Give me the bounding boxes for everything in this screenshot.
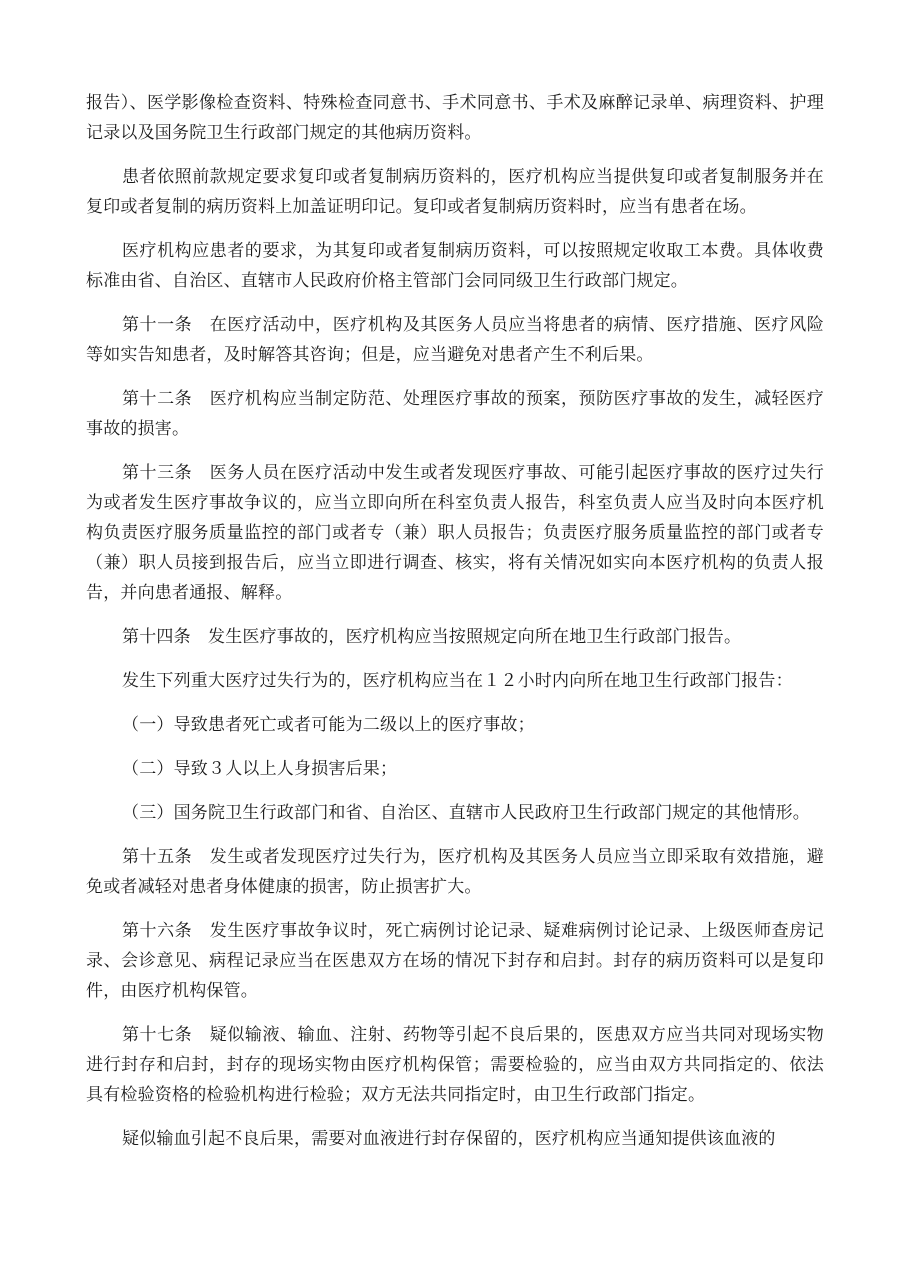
list-item-1: （一）导致患者死亡或者可能为二级以上的医疗事故； xyxy=(122,715,535,735)
article-11: 第十一条 在医疗活动中，医疗机构及其医务人员应当将患者的病情、医疗措施、医疗风险等如实告知患者，及时解答其咨询；但是，应当避免对患者产生不利后果。 xyxy=(86,315,824,365)
list-item-2: （二）导致３人以上人身损害后果； xyxy=(122,759,398,779)
article-12: 第十二条 医疗机构应当制定防范、处理医疗事故的预案，预防医疗事故的发生，减轻医疗事故的损害。 xyxy=(86,389,824,439)
article-15: 第十五条 发生或者发现医疗过失行为，医疗机构及其医务人员应当立即采取有效措施，避免或者减轻对患者身体健康的损害，防止损害扩大。 xyxy=(86,847,824,897)
paragraph-copy-service: 患者依照前款规定要求复印或者复制病历资料的，医疗机构应当提供复印或者复制服务并在复印或者复制的病历资料上加盖证明印记。复印或者复制病历资料时，应当有患者在场。 xyxy=(86,167,824,217)
paragraph-continuation: 报告）、医学影像检查资料、特殊检查同意书、手术同意书、手术及麻醉记录单、病理资料、护理记录以及国务院卫生行政部门规定的其他病历资料。 xyxy=(86,93,824,143)
paragraph-major-negligence: 发生下列重大医疗过失行为的，医疗机构应当在１２小时内向所在地卫生行政部门报告： xyxy=(122,671,793,691)
article-16: 第十六条 发生医疗事故争议时，死亡病例讨论记录、疑难病例讨论记录、上级医师查房记录、会诊意见、病程记录应当在医患双方在场的情况下封存和启封。封存的病历资料可以是复印件，由医疗机构保管。 xyxy=(86,921,824,1001)
list-item-3: （三）国务院卫生行政部门和省、自治区、直辖市人民政府卫生行政部门规定的其他情形。 xyxy=(122,803,810,823)
paragraph-blood-sealing: 疑似输血引起不良后果，需要对血液进行封存保留的，医疗机构应当通知提供该血液的 xyxy=(122,1129,776,1149)
paragraph-copy-fee: 医疗机构应患者的要求，为其复印或者复制病历资料，可以按照规定收取工本费。具体收费标准由省、自治区、直辖市人民政府价格主管部门会同同级卫生行政部门规定。 xyxy=(86,241,824,291)
article-13: 第十三条 医务人员在医疗活动中发生或者发现医疗事故、可能引起医疗事故的医疗过失行为或者发生医疗事故争议的，应当立即向所在科室负责人报告，科室负责人应当及时向本医疗机构负责医疗服务质量监控的部门或者专（兼）职人员报告；负责医疗服务质量监控的部门或者专（兼）职人员接到报告后，应当立即进行调查、核实，将有关情况如实向本医疗机构的负责人报告，并向患者通报、解释。 xyxy=(86,463,824,603)
article-17: 第十七条 疑似输液、输血、注射、药物等引起不良后果的，医患双方应当共同对现场实物进行封存和启封，封存的现场实物由医疗机构保管；需要检验的，应当由双方共同指定的、依法具有检验资格的检验机构进行检验；双方无法共同指定时，由卫生行政部门指定。 xyxy=(86,1025,824,1105)
article-14: 第十四条 发生医疗事故的，医疗机构应当按照规定向所在地卫生行政部门报告。 xyxy=(122,627,742,647)
